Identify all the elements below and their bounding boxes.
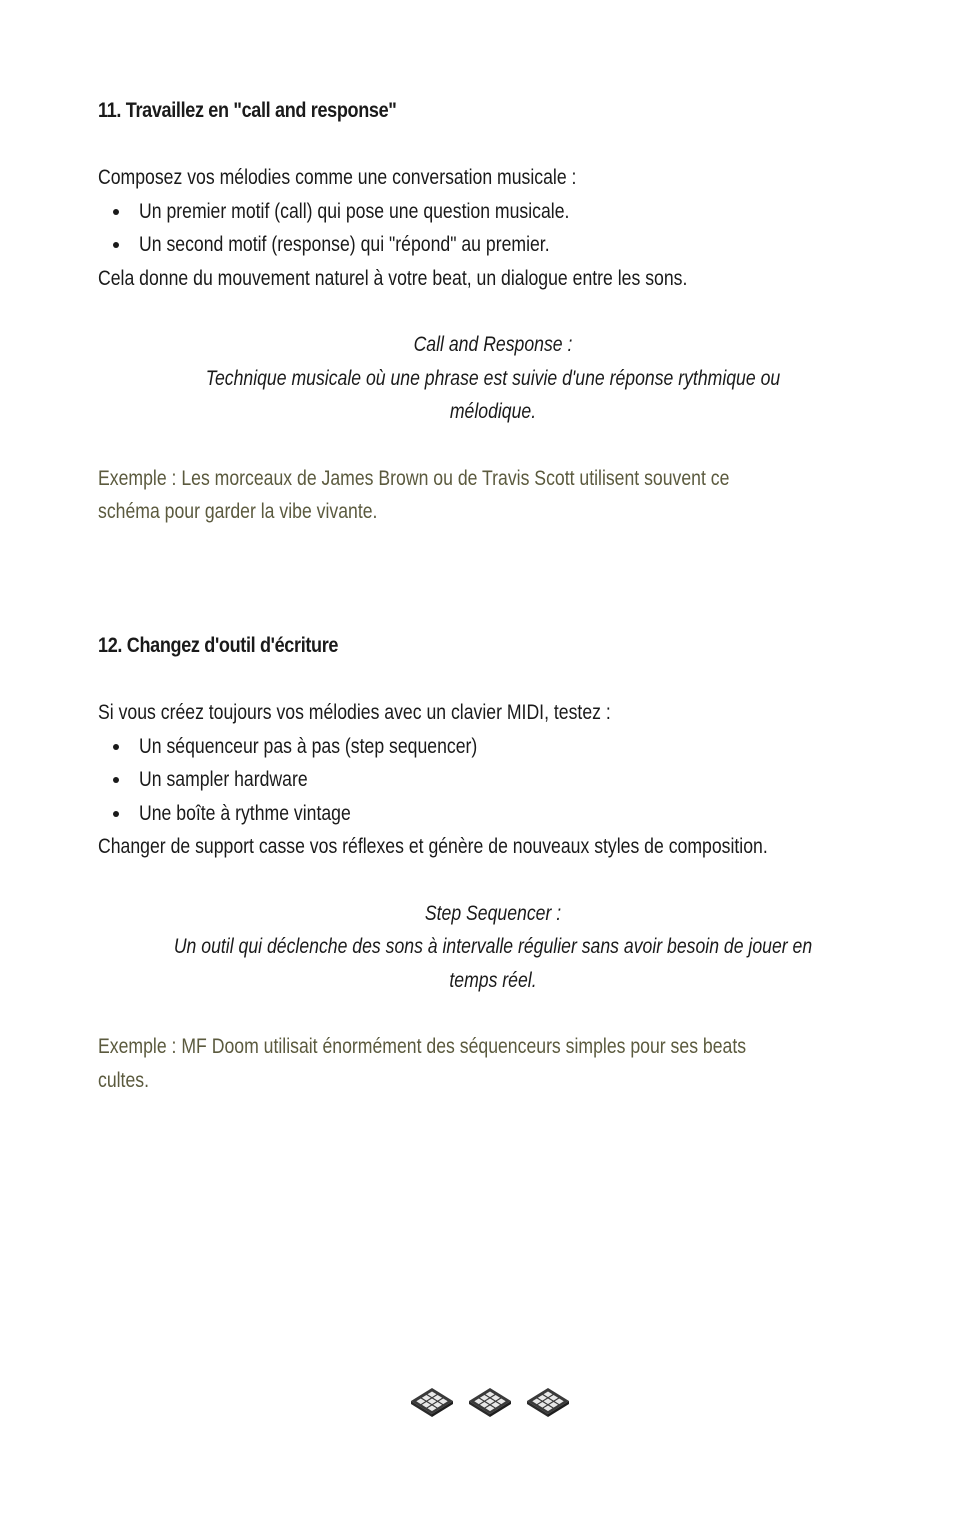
bullet-icon [113, 744, 119, 750]
bullet-icon [113, 209, 119, 215]
list-item-text: Un second motif (response) qui "répond" au premier. [139, 233, 550, 256]
document-page [98, 0, 888, 1515]
section-conclusion: Changer de support casse vos réflexes et génère de nouveaux styles de composition. [98, 835, 768, 858]
list-item [98, 797, 888, 831]
example-block [98, 1030, 888, 1097]
bullet-list [98, 195, 888, 262]
list-item-text: Une boîte à rythme vintage [139, 801, 351, 825]
list-item [98, 228, 888, 262]
list-item [98, 195, 888, 229]
bullet-icon [113, 811, 119, 817]
definition-block [98, 897, 888, 998]
example-text: Exemple : MF Doom utilisait énormément des séquenceurs simples pour ses beats [98, 1035, 747, 1058]
example-text: cultes. [98, 1068, 149, 1092]
example-block [98, 462, 888, 529]
definition-term: Step Sequencer : [424, 901, 562, 925]
definition-text: temps réel. [449, 968, 537, 992]
definition-block [98, 328, 888, 429]
definition-text: mélodique. [449, 400, 537, 423]
footer-icons [0, 1384, 980, 1420]
bullet-icon [113, 777, 119, 783]
list-item-text: Un premier motif (call) qui pose une question musicale. [139, 199, 570, 223]
drum-pad-icon [524, 1384, 572, 1420]
list-item [98, 730, 888, 764]
example-text: Exemple : Les morceaux de James Brown ou de Travis Scott utilisent souvent ce [98, 466, 730, 490]
list-item-text: Un séquenceur pas à pas (step sequencer) [139, 734, 478, 758]
definition-term: Call and Response : [413, 333, 573, 356]
list-item-text: Un sampler hardware [139, 768, 308, 791]
section-intro: Si vous créez toujours vos mélodies avec un clavier MIDI, testez : [98, 701, 611, 724]
definition-text: Un outil qui déclenche des sons à intervalle régulier sans avoir besoin de jouer en [173, 935, 813, 958]
drum-pad-icon [408, 1384, 456, 1420]
example-text: schéma pour garder la vibe vivante. [98, 500, 378, 523]
drum-pad-icon [466, 1384, 514, 1420]
section-conclusion: Cela donne du mouvement naturel à votre beat, un dialogue entre les sons. [98, 266, 688, 290]
section-intro: Composez vos mélodies comme une conversation musicale : [98, 166, 577, 189]
definition-text: Technique musicale où une phrase est suivie d'une réponse rythmique ou [205, 366, 781, 390]
section-11 [98, 94, 888, 529]
bullet-list [98, 730, 888, 831]
section-12 [98, 629, 888, 1097]
section-heading: 11. Travaillez en "call and response" [98, 99, 397, 122]
section-heading: 12. Changez d'outil d'écriture [98, 634, 339, 657]
bullet-icon [113, 242, 119, 248]
list-item [98, 763, 888, 797]
